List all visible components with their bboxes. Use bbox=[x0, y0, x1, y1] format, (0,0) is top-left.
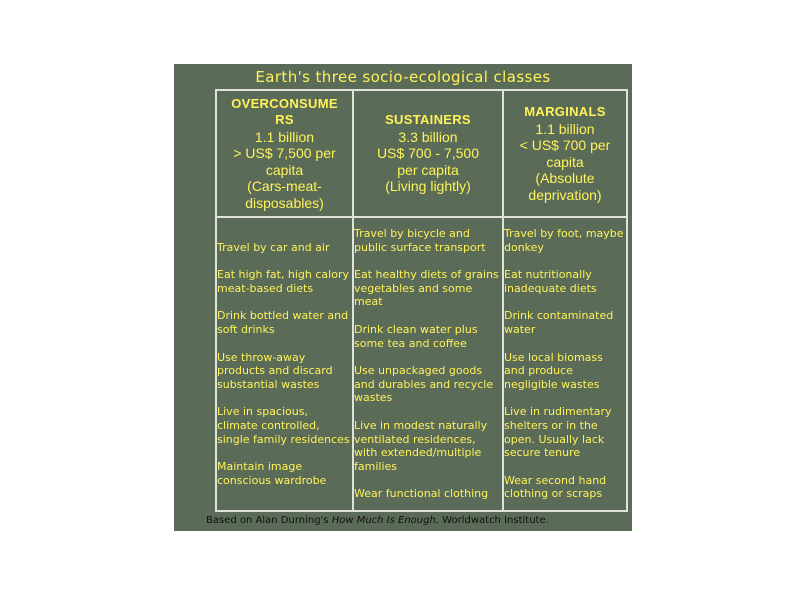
list-item: Live in spacious, climate controlled, single family residences bbox=[217, 405, 350, 446]
book-title: How Much Is Enough, bbox=[331, 515, 439, 526]
sustainers-items bbox=[353, 217, 503, 511]
list-item: Live in rudimentary shelters or in the open. Usually lack secure tenure bbox=[504, 405, 612, 460]
list-item: Wear functional clothing bbox=[354, 487, 489, 501]
income-line-1: US$ 700 - 7,500 bbox=[377, 145, 479, 162]
credit-prefix: Based on Alan Durning's bbox=[206, 515, 332, 526]
population: 1.1 billion bbox=[535, 120, 595, 137]
income-line-2: capita bbox=[265, 161, 304, 178]
header-row bbox=[216, 90, 627, 217]
list-item: Drink bottled water and soft drinks bbox=[217, 309, 349, 337]
list-item: Maintain image conscious wardrobe bbox=[217, 460, 327, 487]
lifestyle-line-1: (Absolute bbox=[535, 170, 595, 186]
list-item: Travel by car and air bbox=[217, 240, 330, 254]
list-item: Eat healthy diets of grains vegetables and some meat bbox=[354, 268, 499, 309]
class-name-cont: RS bbox=[275, 112, 294, 128]
classes-table bbox=[215, 89, 628, 512]
population: 1.1 billion bbox=[254, 128, 315, 145]
header-overconsumers bbox=[216, 90, 353, 217]
list-item: Live in modest naturally ventilated residences, with extended/multiple families bbox=[354, 418, 488, 473]
list-item: Eat nutritionally inadequate diets bbox=[504, 268, 597, 295]
classes-panel bbox=[174, 64, 632, 531]
list-item: Drink clean water plus some tea and coffee bbox=[354, 323, 478, 350]
header-sustainers bbox=[353, 90, 503, 217]
class-name: MARGINALS bbox=[524, 104, 606, 119]
marginals-items bbox=[503, 217, 627, 511]
list-item: Use throw-away products and discard substantial wastes bbox=[217, 350, 333, 391]
list-item: Travel by bicycle and public surface transport bbox=[354, 227, 486, 254]
income-line-1: > US$ 7,500 per bbox=[233, 145, 336, 162]
class-name: SUSTAINERS bbox=[385, 112, 471, 128]
list-item: Use unpackaged goods and durables and recycle wastes bbox=[354, 364, 494, 405]
list-item: Travel by foot, maybe donkey bbox=[504, 227, 624, 254]
income-line-1: < US$ 700 per bbox=[519, 137, 611, 153]
source-credit bbox=[206, 515, 549, 526]
class-name: OVERCONSUME bbox=[231, 95, 338, 111]
list-item: Eat high fat, high calory meat-based diets bbox=[217, 268, 349, 295]
list-item: Use local biomass and produce negligible wastes bbox=[504, 350, 603, 391]
body-row bbox=[216, 217, 627, 511]
income-line-2: per capita bbox=[397, 161, 459, 178]
panel-title: Earth's three socio-ecological classes bbox=[255, 68, 551, 86]
income-line-2: capita bbox=[546, 153, 584, 170]
credit-suffix: Worldwatch Institute. bbox=[439, 515, 549, 526]
header-marginals bbox=[503, 90, 627, 217]
list-item: Drink contaminated water bbox=[504, 309, 614, 337]
overconsumers-items bbox=[216, 217, 353, 511]
population: 3.3 billion bbox=[398, 128, 458, 145]
list-item: Wear second hand clothing or scraps bbox=[504, 473, 607, 501]
lifestyle-line-2: disposables) bbox=[245, 194, 324, 211]
lifestyle-line-1: (Cars-meat- bbox=[247, 178, 322, 195]
lifestyle-line-1: (Living lightly) bbox=[385, 178, 471, 195]
lifestyle-line-2: deprivation) bbox=[528, 186, 602, 203]
